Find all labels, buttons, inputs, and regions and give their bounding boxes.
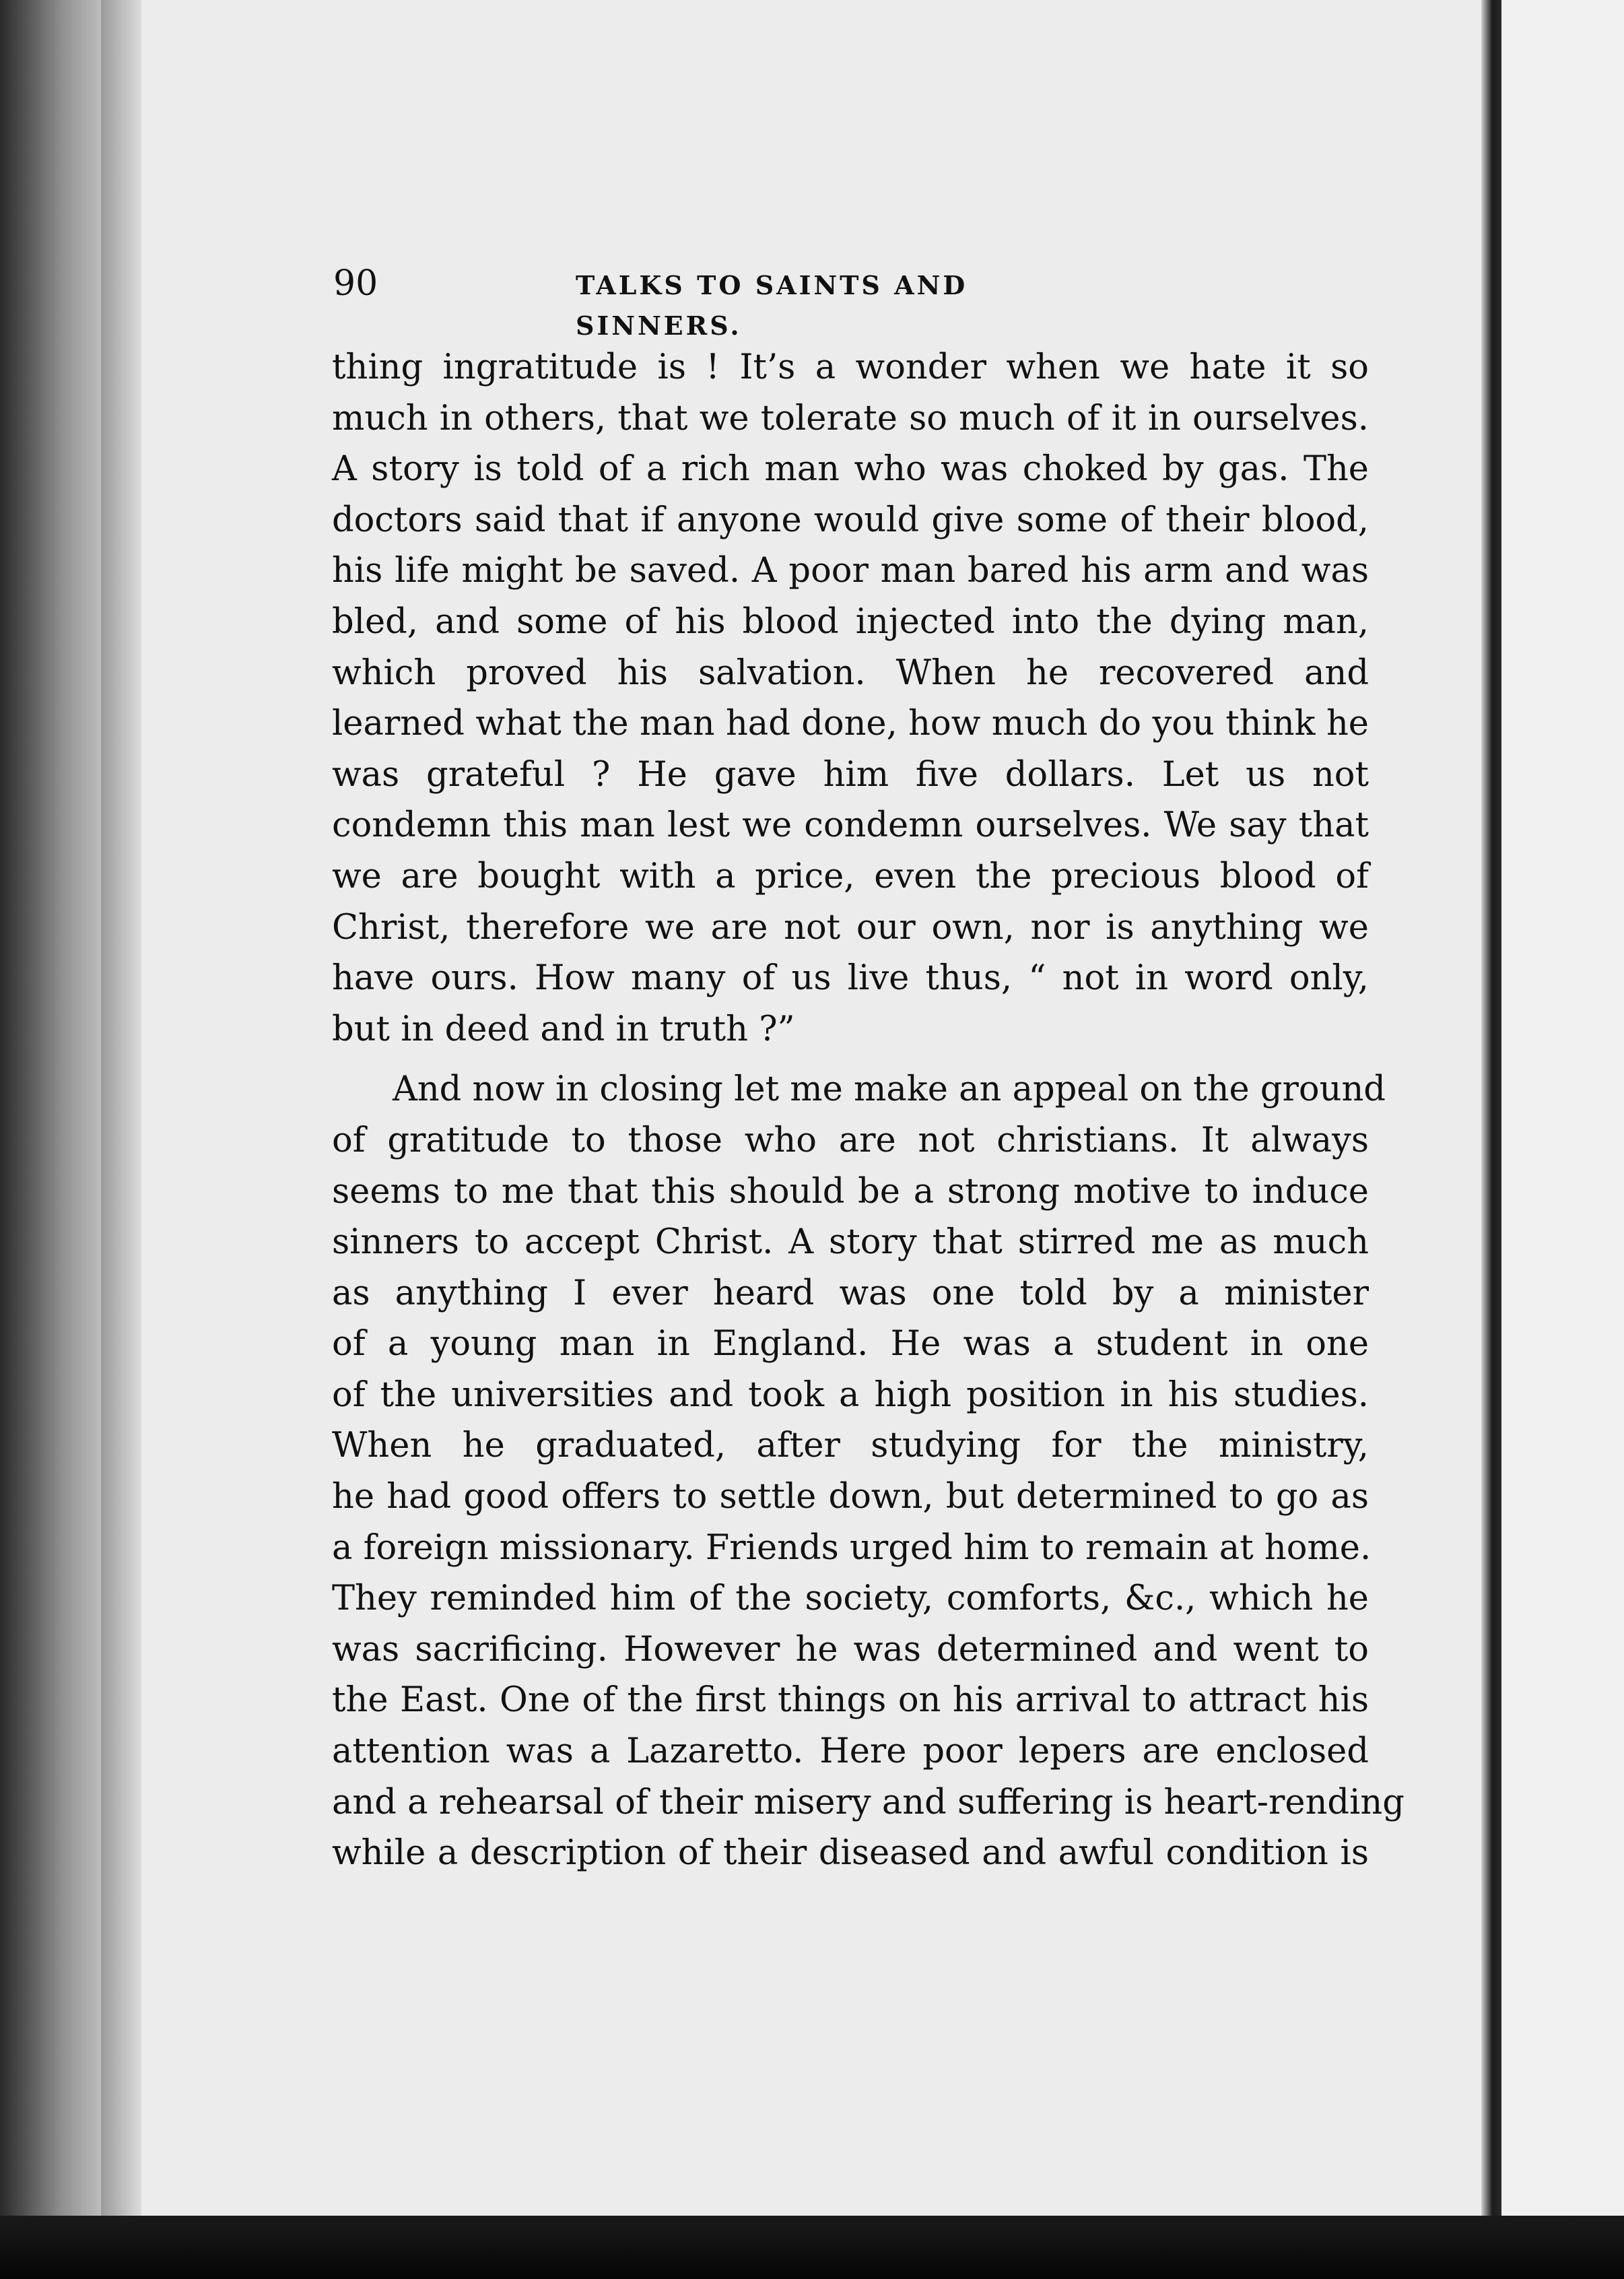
text-line: was sacrificing. However he was determined and went to [332, 1629, 1369, 1670]
text-line: condemn this man lest we condemn ourselves. We say that [332, 805, 1369, 846]
scan-bottom-band [0, 2216, 1624, 2279]
text-line: learned what the man had done, how much do you think he [332, 704, 1369, 744]
page-edge-shadow [1481, 0, 1501, 2216]
text-line: bled, and some of his blood injected into the dying man, [332, 601, 1369, 642]
paragraph-2 [332, 1064, 1405, 1879]
text-line: he had good offers to settle down, but determined to go as [332, 1477, 1369, 1517]
text-line: much in others, that we tolerate so much of it in ourselves. [332, 398, 1369, 438]
text-line: was grateful ? He gave him five dollars. Let us not [332, 754, 1369, 795]
running-title: TALKS TO SAINTS AND SINNERS. [576, 270, 968, 341]
text-line: which proved his salvation. When he recovered and [332, 653, 1369, 693]
page-number: 90 [333, 263, 378, 304]
text-line: Christ, therefore we are not our own, nor is anything we [332, 907, 1369, 948]
text-line: A story is told of a rich man who was choked by gas. The [332, 449, 1369, 490]
running-head [333, 260, 1141, 341]
text-line: sinners to accept Christ. A story that stirred me as much [332, 1222, 1369, 1263]
text-line: we are bought with a price, even the precious blood of [332, 856, 1369, 896]
body-text [332, 342, 1405, 1879]
text-line: as anything I ever heard was one told by a minister [332, 1273, 1369, 1313]
text-line: have ours. How many of us live thus, “ not in word only, [332, 958, 1369, 999]
text-line: his life might be saved. A poor man bared his arm and was [332, 551, 1369, 591]
text-line: When he graduated, after studying for the ministry, [332, 1426, 1369, 1466]
text-line: They reminded him of the society, comforts, &c., which he [332, 1579, 1369, 1619]
text-line: the East. One of the first things on his arrival to attract his [332, 1680, 1369, 1721]
text-line: of gratitude to those who are not christians. It always [332, 1120, 1369, 1160]
paragraph-1 [332, 342, 1369, 1055]
text-line: of the universities and took a high position in his studies. [332, 1375, 1369, 1415]
text-line: of a young man in England. He was a student in one [332, 1324, 1369, 1364]
text-line: seems to me that this should be a strong motive to induce [332, 1171, 1369, 1212]
paragraph-gap [332, 1055, 1369, 1064]
text-line: and a rehearsal of their misery and suffering is heart-rending [332, 1782, 1405, 1822]
text-line: And now in closing let me make an appeal on the ground [393, 1069, 1386, 1110]
text-line: thing ingratitude is ! It’s a wonder when we hate it so [332, 348, 1369, 387]
text-line: while a description of their diseased and awful condition is [332, 1833, 1369, 1874]
text-line: doctors said that if anyone would give some of their blood, [332, 500, 1369, 540]
page-gutter [101, 0, 141, 2216]
text-line: attention was a Lazaretto. Here poor lepers are enclosed [332, 1731, 1369, 1772]
text-line: a foreign missionary. Friends urged him to remain at home. [332, 1527, 1372, 1568]
text-line: but in deed and in truth ?” [332, 1009, 795, 1049]
next-page-sliver [1501, 0, 1624, 2216]
